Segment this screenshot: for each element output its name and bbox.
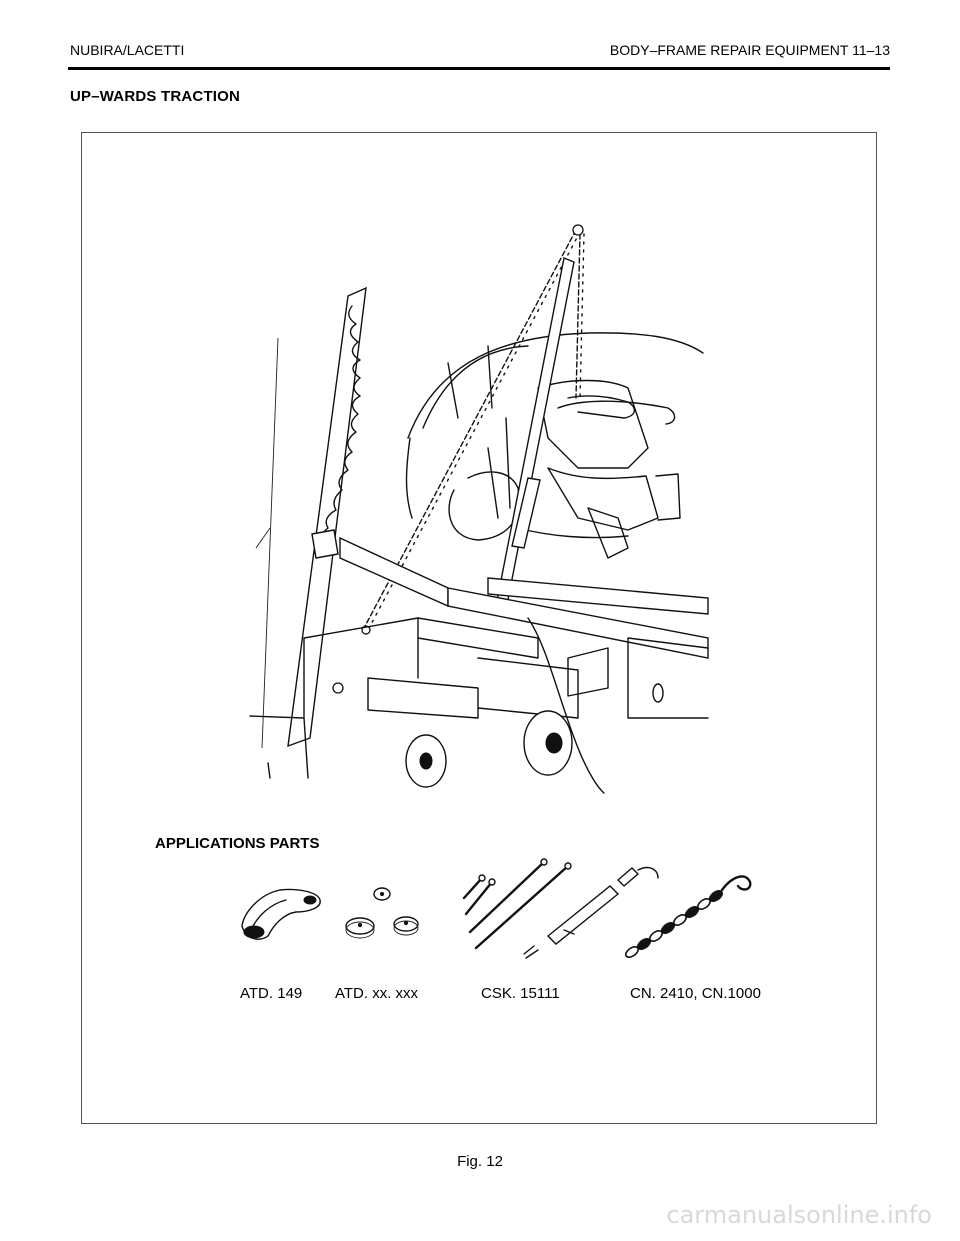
clamp-icon bbox=[236, 882, 326, 944]
header-divider bbox=[68, 67, 890, 70]
part-label-atd-xx: ATD. xx. xxx bbox=[335, 985, 419, 1002]
applications-title: APPLICATIONS PARTS bbox=[155, 835, 320, 852]
section-title: UP–WARDS TRACTION bbox=[70, 88, 241, 105]
watermark: carmanualsonline.info bbox=[666, 1201, 932, 1229]
part-label-cn: CN. 2410, CN.1000 bbox=[630, 985, 761, 1002]
part-label-atd149: ATD. 149 bbox=[240, 985, 303, 1002]
header-model: NUBIRA/LACETTI bbox=[70, 42, 185, 58]
pads-icon bbox=[342, 884, 424, 942]
part-label-csk: CSK. 15111 bbox=[481, 985, 560, 1002]
pulling-tower bbox=[256, 288, 366, 748]
figure-caption: Fig. 12 bbox=[457, 1153, 503, 1170]
car-body bbox=[407, 333, 704, 558]
header-section: BODY–FRAME REPAIR EQUIPMENT 11–13 bbox=[609, 42, 890, 58]
pulling-arm bbox=[496, 258, 634, 610]
traction-bench-illustration bbox=[248, 218, 708, 798]
chain-icon bbox=[622, 866, 772, 966]
